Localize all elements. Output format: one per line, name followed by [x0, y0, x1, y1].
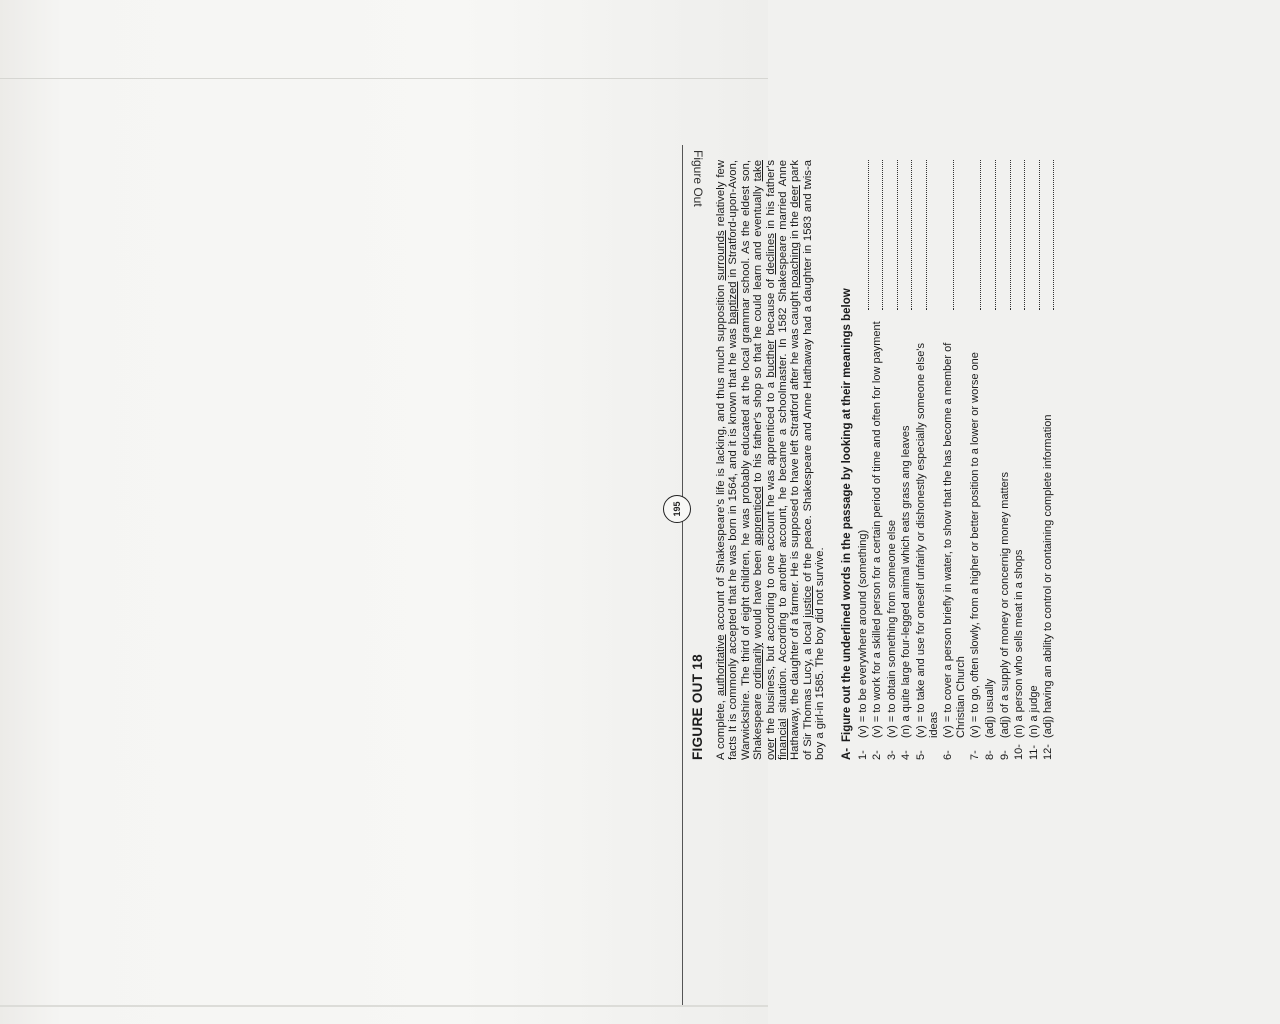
item-definition: (v) = to go, often slowly, from a higher or better position to a lower or worse one [969, 352, 982, 738]
item-definition: (n) a judge [1027, 685, 1040, 738]
item-definition: (adj) usually [984, 678, 996, 738]
answer-blank[interactable] [1042, 160, 1054, 310]
item-definition: (v) = to obtain something from someone else [885, 520, 898, 738]
item-number: 12- [1042, 744, 1055, 760]
list-item [857, 160, 870, 760]
item-number: 10- [1013, 744, 1026, 760]
item-definition: (adj) having an ability to control or containing complete information [1042, 414, 1055, 738]
list-item [915, 160, 940, 760]
page-rule [682, 145, 683, 1005]
answer-blank[interactable] [886, 160, 898, 310]
item-number: 8- [984, 750, 996, 760]
item-number: 9- [998, 750, 1011, 760]
answer-blank[interactable] [942, 160, 954, 310]
exercise-title: FIGURE OUT 18 [690, 654, 705, 760]
answer-blank[interactable] [900, 160, 912, 310]
answer-blank[interactable] [1028, 160, 1040, 310]
list-item [984, 160, 997, 760]
item-number: 1- [856, 750, 869, 760]
scan-edge-bottom [0, 1005, 768, 1007]
answer-blank[interactable] [999, 160, 1011, 310]
item-number: 5- [915, 750, 928, 760]
exercise-instruction [841, 160, 853, 760]
answer-blank[interactable] [984, 160, 996, 310]
item-number: 6- [942, 750, 955, 760]
answer-blank[interactable] [857, 160, 869, 310]
section-label: A- [840, 747, 853, 760]
item-number: 7- [969, 750, 982, 760]
item-number: 4- [900, 750, 913, 760]
answer-blank[interactable] [915, 160, 927, 310]
answer-blank[interactable] [969, 160, 981, 310]
item-definition: (v) = to cover a person briefly in water, to show that the has become a member of Christian Church [942, 342, 967, 738]
items-list [857, 160, 1055, 760]
scan-edge-top [0, 78, 768, 79]
list-item [1028, 160, 1041, 760]
list-item [900, 160, 913, 760]
item-definition: (n) a person who sells meat in a shops [1013, 549, 1026, 738]
list-item [1042, 160, 1055, 760]
item-number: 2- [871, 750, 884, 760]
list-item [871, 160, 884, 760]
running-header: Figure Out [691, 150, 705, 207]
item-definition: (adj) of a supply of money or concernig money matters [998, 472, 1011, 738]
list-item [1013, 160, 1026, 760]
list-item [942, 160, 967, 760]
item-definition: (v) = to take and use for oneself unfairly or dishonestly especially someone else's ideas [915, 343, 940, 738]
list-item [886, 160, 899, 760]
rotated-content [690, 160, 1280, 760]
instruction-text: Figure out the underlined words in the passage by looking at their meanings below [840, 288, 853, 742]
page-number-badge: 195 [663, 495, 691, 523]
answer-blank[interactable] [871, 160, 883, 310]
item-number: 3- [885, 750, 898, 760]
item-definition: (n) a quite large four-legged animal which eats grass ang leaves [900, 425, 913, 738]
list-item [999, 160, 1012, 760]
item-definition: (v) = to work for a skilled person for a certain period of time and often for low payment [871, 321, 884, 738]
item-definition: (v) = to be everywhere around (something) [856, 529, 869, 738]
answer-blank[interactable] [1013, 160, 1025, 310]
list-item [969, 160, 982, 760]
reading-passage: A complete, authoritative account of Shakespeare's life is lacking, and thus much supposition surrounds relatively few facts It is commonly accepted that he was born in 1564, and it is known that he was baptized in Stratford-upon-Avon, Warwickshire. The third of eight children, he was probably educated at the local grammar school. As the eldest son, Shakespeare ordinarily would have been apprenticed to his father's shop so that he could learn and eventually take over the business, but according to one account he was apprenticed to a bucther because of declines in his father's financial situation. According to another account, he became a schoolmaster. In 1582 Shakespeare married Anne Hathaway, the daughter of a farmer. He is supposed to have left Stratford after he was caught poaching in the deer park of Sir Thomas Lucy, a local justice of the peace. Shakespeare and Anne Hathaway had a daughter in 1583 and twis-a boy a girl-in 1585. The boy did not survive. [715, 159, 827, 760]
item-number: 11- [1027, 744, 1040, 760]
